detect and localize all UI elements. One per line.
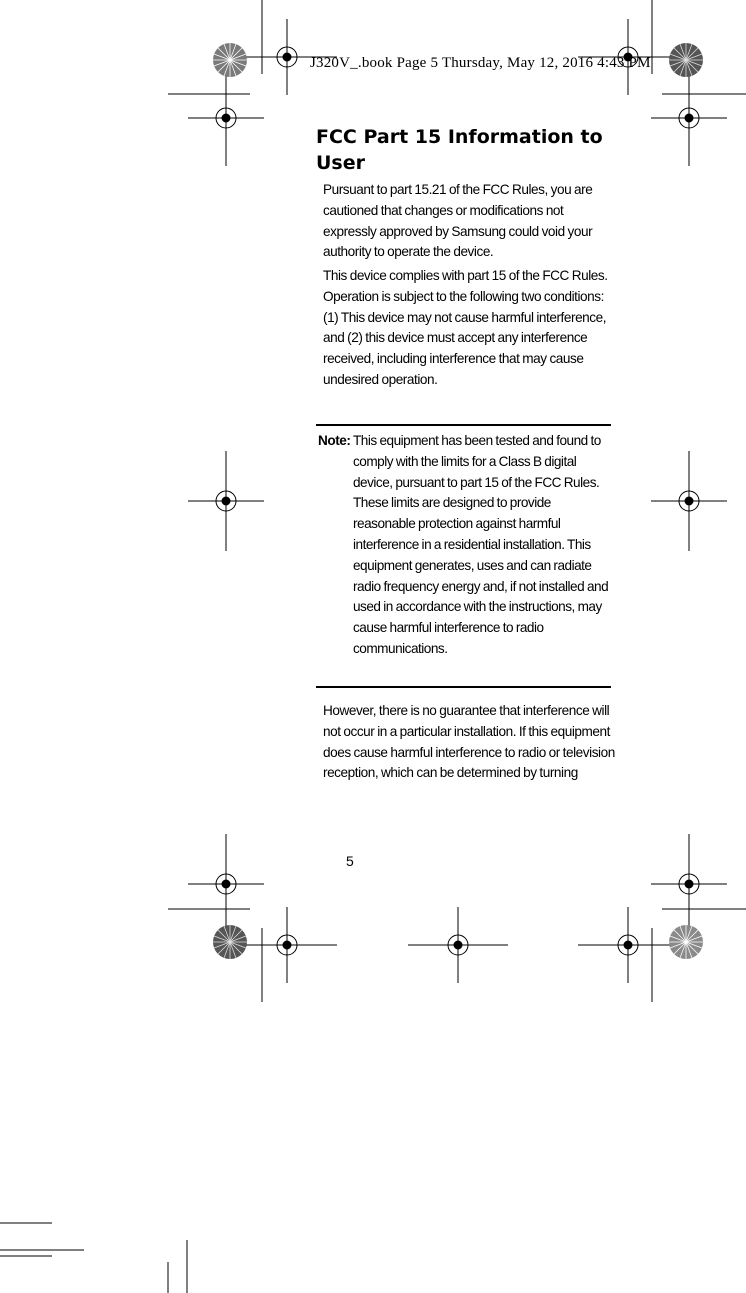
paragraph-compliance: This device complies with part 15 of the FCC Rules. Operation is subject to the following two conditions: (1) This device may not cause harmful interference, and (2) this device must accept any interference received, including interference that may cause undesired operation. (323, 268, 608, 387)
crop-lines-bottom (168, 909, 746, 1002)
note-top-rule (316, 424, 611, 426)
paragraph-modifications: Pursuant to part 15.21 of the FCC Rules, you are cautioned that changes or modifications not expressly approved by Samsung could void your authority to operate the device. (323, 182, 593, 260)
registration-mark-icon (188, 70, 264, 166)
star-target-icon (669, 925, 703, 959)
star-target-icon (213, 43, 247, 77)
note-text: This equipment has been tested and found to comply with the limits for a Class B digital device, pursuant to part 15 of the FCC Rules. These limits are designed to provide reasonable protection against harmful interference in a residential installation. This equipment generates, uses and can radiate radio frequency energy and, if not installed and used in accordance with the instructions, may cause harmful interference to radio communications. (353, 433, 609, 656)
crop-lines-top (168, 0, 746, 94)
paragraph-continuation: However, there is no guarantee that interference will not occur in a particular installation. If this equipment does cause harmful interference to radio or television reception, which can be determined by turning (323, 703, 615, 781)
registration-mark-icon (578, 907, 678, 983)
registration-mark-icon (408, 907, 508, 983)
note-bottom-rule (316, 686, 611, 688)
section-title: FCC Part 15 Information to User (316, 126, 603, 174)
registration-mark-icon (651, 451, 727, 551)
crop-lines-lower-left (0, 1223, 187, 1293)
book-file-header: J320V_.book Page 5 Thursday, May 12, 2016 4:43 PM (310, 55, 651, 71)
registration-mark-icon (651, 834, 727, 934)
star-target-icon (213, 925, 247, 959)
registration-mark-icon (651, 70, 727, 166)
star-target-icon (669, 43, 703, 77)
page-number: 5 (346, 853, 354, 869)
registration-mark-icon (237, 907, 337, 983)
registration-mark-icon (188, 834, 264, 934)
registration-mark-icon (188, 451, 264, 551)
note-label: Note: (318, 433, 351, 448)
